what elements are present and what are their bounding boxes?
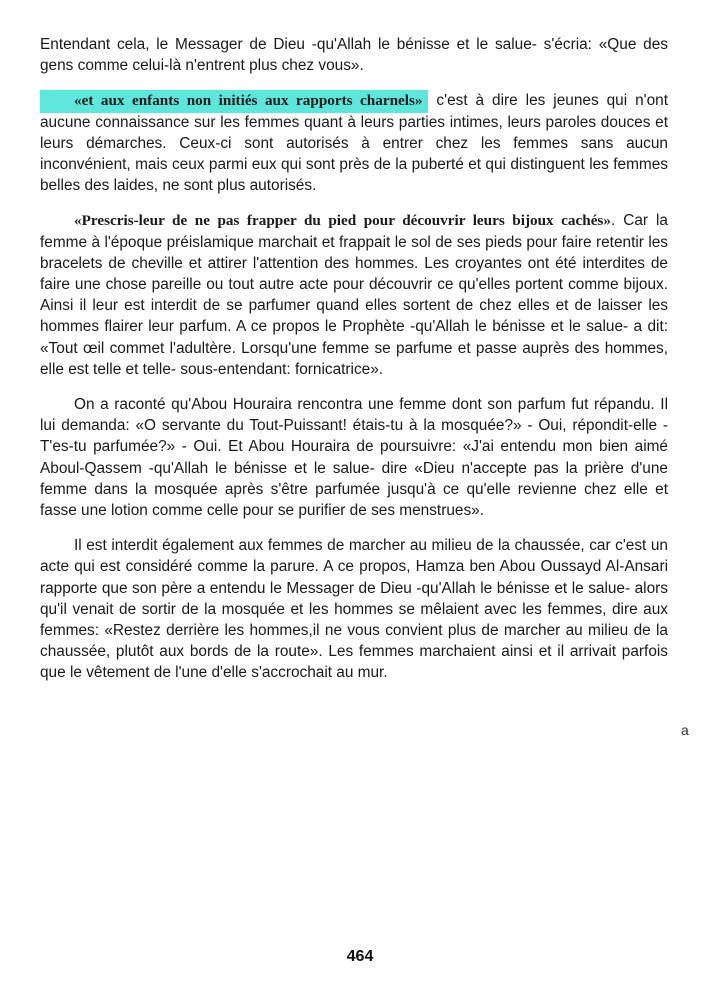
paragraph-5-text: Il est interdit également aux femmes de marcher au milieu de la chaussée, car c'est un acte qui est considéré comme la parure. A ce propos, Hamza ben Abou Oussayd Al-Ansari rapporte que son père a entendu le Messager de Dieu -qu'Allah le bénisse et le salue- alors qu'il venait de sortir de la mosquée et les hommes se mêlaient avec les femmes, dire aux femmes: «Restez derrière les hommes,il ne vous convient plus de marcher au milieu de la chaussée, plutôt aux bords de la route». Les femmes marchaient ainsi et il arrivait parfois que le vêtement de l'une d'elle s'accrochait au mur. bbox=[40, 537, 668, 682]
paragraph-3 bbox=[40, 210, 668, 380]
margin-note: a bbox=[681, 722, 689, 738]
paragraph-2-text: c'est à dire les jeunes qui n'ont aucune connaissance sur les femmes quant à leurs parties intimes, leurs paroles douces et leurs démarches. Ceux-ci sont autorisés à entrer chez les femmes sans aucun inconvénient, mais ceux parmi eux qui sont près de la puberté et qui distinguent les femmes belles des laides, ne sont plus autorisés. bbox=[40, 92, 668, 195]
paragraph-1 bbox=[40, 34, 668, 76]
paragraph-2 bbox=[40, 90, 668, 196]
paragraph-4-text: On a raconté qu'Abou Houraira rencontra une femme dont son parfum fut répandu. Il lui demanda: «O servante du Tout-Puissant! étais-tu à la mosquée?» - Oui, répondit-elle -T'es-tu parfumée?» - Oui. Et Abou Houraira de poursuivre: «J'ai entendu mon bien aimé Aboul-Qassem -qu'Allah le bénisse et le salue- dire «Dieu n'accepte pas la prière d'une femme dans la mosquée après s'être parfumée jusqu'à ce qu'elle revienne chez elle et fasse une lotion comme celle pour se purifier de ses menstrues». bbox=[40, 396, 668, 520]
page-number: 464 bbox=[346, 948, 374, 965]
paragraph-1-text: Entendant cela, le Messager de Dieu -qu'Allah le bénisse et le salue- s'écria: «Que des gens comme celui-là n'entrent plus chez vous». bbox=[40, 36, 668, 75]
paragraph-3-text: . Car la femme à l'époque préislamique marchait et frappait le sol de ses pieds pour faire retentir les bracelets de cheville et attirer l'attention des hommes. Les croyantes ont été interdites de faire une chose pareille ou tout autre acte pour découvrir ce qu'elles portent comme bijoux. Ainsi il leur est interdit de se parfumer quand elles sortent de chez elles et de laisser les hommes flairer leur parfum. A ce propos le Prophète -qu'Allah le bénisse et le salue- a dit: «Tout œil commet l'adultère. Lorsqu'une femme se parfume et passe auprès des hommes, elle est telle et telle- sous-entendant: fornicatrice». bbox=[40, 212, 668, 378]
paragraph-4 bbox=[40, 394, 668, 521]
highlighted-quote: «et aux enfants non initiés aux rapports charnels» bbox=[40, 90, 428, 113]
paragraph-5 bbox=[40, 535, 668, 683]
quran-quote: «Prescris-leur de ne pas frapper du pied pour découvrir leurs bijoux cachés» bbox=[74, 212, 611, 230]
page-body bbox=[40, 34, 668, 698]
